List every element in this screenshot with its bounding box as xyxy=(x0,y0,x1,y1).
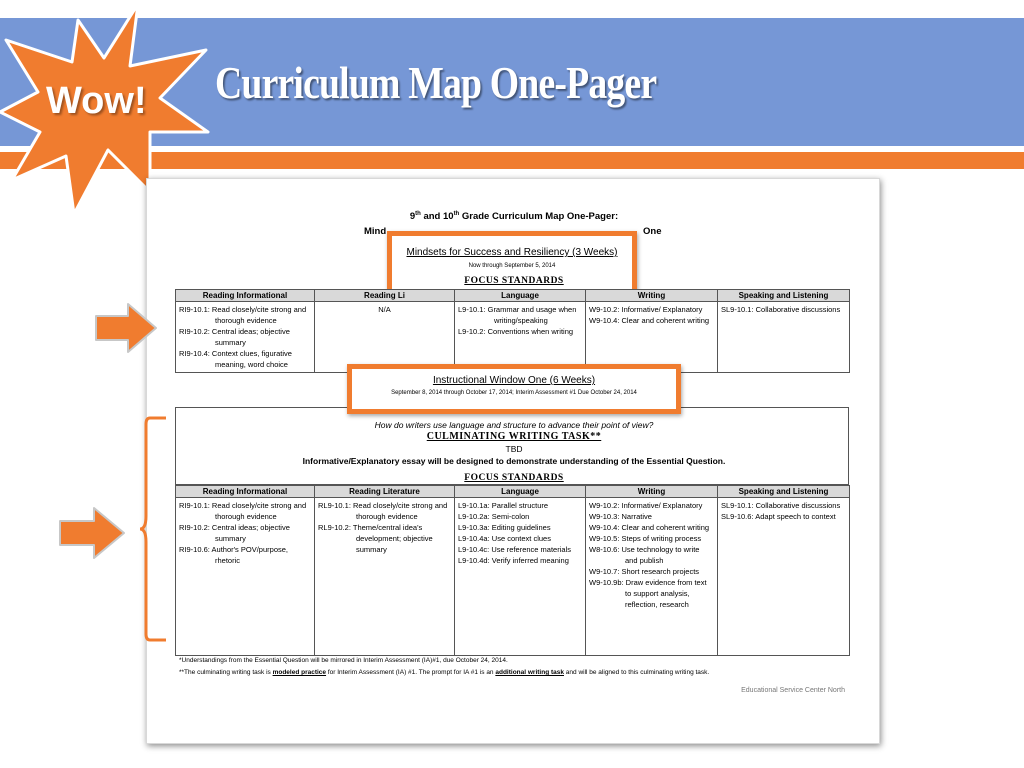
col-header: Reading Li xyxy=(315,290,455,302)
tbd-text: TBD xyxy=(505,444,523,454)
footnote-1: *Understandings from the Essential Question will be mirrored in Interim Assessment (IA)#1, due October 24, 2014. xyxy=(179,657,508,664)
table-row xyxy=(176,302,850,373)
col-header: Speaking and Listening xyxy=(718,486,850,498)
col-header: Reading Literature xyxy=(315,486,455,498)
cell-language: L9-10.1: Grammar and usage when writing/speaking L9-10.2: Conventions when writing xyxy=(455,302,586,373)
col-header: Language xyxy=(455,486,586,498)
essay-description: Informative/Explanatory essay will be designed to demonstrate understanding of the Essential Question. xyxy=(302,456,726,466)
cwt-label: CULMINATING WRITING TASK** xyxy=(426,431,602,442)
document-page xyxy=(146,178,880,744)
essential-question: How do writers use language and structure to advance their point of view? xyxy=(374,420,654,430)
unit2-title: Instructional Window One (6 Weeks) xyxy=(432,375,596,386)
cell-speaking-listening: SL9-10.1: Collaborative discussions xyxy=(718,302,850,373)
unit2-table xyxy=(175,485,850,656)
cell-speaking-listening: SL9-10.1: Collaborative discussions SL9-10.6: Adapt speech to context xyxy=(718,498,850,656)
unit1-focus-label: FOCUS STANDARDS xyxy=(464,276,564,286)
right-arrow-icon xyxy=(56,504,128,562)
cell-language: L9-10.1a: Parallel structure L9-10.2a: Semi-colon L9-10.3a: Editing guidelines L9-10.4a: Use context clues L9-10.4c: Use reference materials L9-10.4d: Verify inferred meaning xyxy=(455,498,586,656)
cell-reading-literature: RL9-10.1: Read closely/cite strong and thorough evidence RL9-10.2: Theme/central idea's development; objective summary xyxy=(315,498,455,656)
right-arrow-icon xyxy=(92,300,160,356)
col-header: Reading Informational xyxy=(176,486,315,498)
unit2-dates: September 8, 2014 through October 17, 2014; Interim Assessment #1 Due October 24, 2014 xyxy=(391,390,637,396)
footnote-2: **The culminating writing task is modeled practice for Interim Assessment (IA) #1. The prompt for IA #1 is an additional writing task and will be aligned to this culminating writing task. xyxy=(179,669,710,676)
unit1-title: Mindsets for Success and Resiliency (3 Weeks) xyxy=(406,247,618,258)
col-header: Speaking and Listening xyxy=(718,290,850,302)
table-header-row xyxy=(176,486,850,498)
table-header-row xyxy=(176,290,850,302)
cell-reading-literature: N/A xyxy=(315,302,455,373)
organization-name: Educational Service Center North xyxy=(741,687,845,694)
cell-reading-informational: RI9-10.1: Read closely/cite strong and thorough evidence RI9-10.2: Central ideas; objective summary RI9-10.6: Author's POV/purpose, rhetoric xyxy=(176,498,315,656)
unit2-focus-label: FOCUS STANDARDS xyxy=(464,473,564,483)
col-header: Language xyxy=(455,290,586,302)
doc-subheading-left: Mind xyxy=(364,226,387,237)
unit1-table xyxy=(175,289,850,373)
burst-label: Wow! xyxy=(46,80,147,122)
col-header: Writing xyxy=(586,486,718,498)
doc-heading: 9th and 10th Grade Curriculum Map One-Pager: xyxy=(409,211,619,223)
cell-reading-informational: RI9-10.1: Read closely/cite strong and thorough evidence RI9-10.2: Central ideas; objective summary RI9-10.4: Context clues, figurative meaning, word choice xyxy=(176,302,315,373)
brace-icon xyxy=(140,416,170,642)
slide-title: Curriculum Map One-Pager xyxy=(215,57,657,108)
cell-writing: W9-10.2: Informative/ Explanatory W9-10.3: Narrative W9-10.4: Clear and coherent writing W9-10.5: Steps of writing process W8-10.6: Use technology to write and publish W9-10.7: Short research projects W9-10.9b: Draw evidence from text to support analysis, reflection, research xyxy=(586,498,718,656)
unit1-dates: Now through September 5, 2014 xyxy=(468,263,556,269)
col-header: Writing xyxy=(586,290,718,302)
doc-subheading-right: One xyxy=(643,226,662,237)
unit2-highlight xyxy=(347,364,681,414)
table-row xyxy=(176,498,850,656)
cell-writing: W9-10.2: Informative/ Explanatory W9-10.4: Clear and coherent writing xyxy=(586,302,718,373)
col-header: Reading Informational xyxy=(176,290,315,302)
